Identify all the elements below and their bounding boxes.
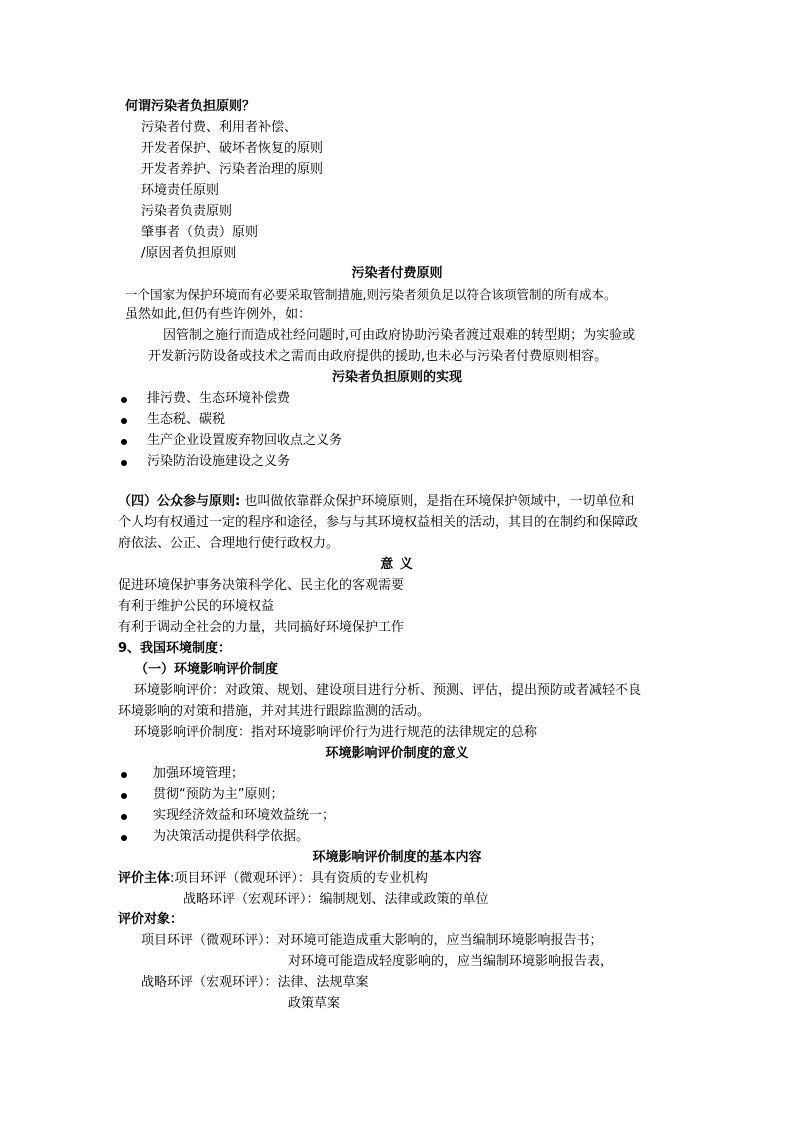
subsection-title: 污染者付费原则	[351, 266, 443, 281]
paragraph-line: 一个国家为保护环境而有必要采取管制措施,则污染者须负足以符合该项管制的所有成本。	[125, 287, 617, 302]
subject-text: :项目环评（微观环评）：具有资质的专业机构	[170, 871, 428, 886]
list-item: 有利于调动全社会的力量，共同搞好环境保护工作	[118, 620, 405, 635]
subsection-heading: （一）环境影响评价制度	[135, 662, 279, 677]
list-item: /原因者负担原则	[141, 246, 237, 261]
paragraph-line: 因管制之施行而造成社经问题时,可由政府协助污染者渡过艰难的转型期；为实验或	[163, 328, 636, 343]
list-item: 污染防治设施建设之义务	[147, 454, 291, 469]
principle-text: 也叫做依靠群众保护环境原则，是指在环境保护领域中，一切单位和	[240, 494, 635, 509]
list-item: 污染者付费、利用者补偿、	[141, 120, 298, 135]
list-item: 生产企业设置废弃物回收点之义务	[147, 433, 343, 448]
list-item: 环境责任原则	[141, 183, 220, 198]
bullet-icon	[121, 814, 127, 820]
paragraph-line: 战略环评（宏观环评）：编制规划、法律或政策的单位	[183, 892, 489, 907]
bullet-icon	[121, 439, 127, 445]
object-label: 评价对象：	[118, 912, 184, 927]
paragraph-line: 政策草案	[288, 996, 341, 1011]
paragraph-line: 府依法、公正、合理地行使行政权力。	[118, 536, 340, 551]
list-item: 开发者养护、污染者治理的原则	[141, 162, 324, 177]
paragraph-line: 战略环评（宏观环评）：法律、法规草案	[141, 975, 369, 990]
list-item: 污染者负责原则	[141, 204, 233, 219]
paragraph-line: 虽然如此,但仍有些许例外，如：	[125, 307, 312, 322]
list-item: 促进环境保护事务决策科学化、民主化的客观需要	[118, 578, 405, 593]
list-item: 加强环境管理；	[153, 766, 245, 781]
paragraph-line	[118, 870, 428, 888]
list-item: 排污费、生态环境补偿费	[147, 391, 291, 406]
subsection-title: 意 义	[380, 557, 414, 572]
bullet-icon	[121, 460, 127, 466]
list-item: 实现经济效益和环境效益统一；	[153, 808, 336, 823]
list-item: 贯彻“预防为主”原则；	[153, 787, 284, 802]
bullet-icon	[121, 772, 127, 778]
paragraph-line: 项目环评（微观环评）：对环境可能造成重大影响的，应当编制环境影响报告书；	[141, 933, 603, 948]
paragraph-line: 开发新污防设备或技术之需而由政府提供的援助,也未必与污染者付费原则相容。	[148, 349, 608, 364]
bullet-icon	[121, 835, 127, 841]
list-item: 肇事者（负责）原则	[141, 225, 259, 240]
subsection-title: 环境影响评价制度的意义	[325, 746, 469, 761]
section-heading: 何谓污染者负担原则？	[125, 99, 256, 114]
bullet-icon	[121, 397, 127, 403]
subsection-title: 环境影响评价制度的基本内容	[312, 850, 482, 865]
bullet-icon	[121, 793, 127, 799]
paragraph-line: 环境影响评价：对政策、规划、建设项目进行分析、预测、评估，提出预防或者减轻不良	[134, 683, 642, 698]
paragraph-line: 环境影响的对策和措施，并对其进行跟踪监测的活动。	[118, 704, 431, 719]
paragraph-line: 个人均有权通过一定的程序和途径，参与与其环境权益相关的活动，其目的在制约和保障政	[118, 515, 639, 530]
paragraph-line: 环境影响评价制度：指对环境影响评价行为进行规范的法律规定的总称	[134, 725, 538, 740]
list-item: 有利于维护公民的环境权益	[118, 599, 275, 614]
paragraph-line	[118, 493, 634, 511]
principle-label: （四）公众参与原则:	[118, 494, 241, 509]
paragraph-line: 对环境可能造成轻度影响的，应当编制环境影响报告表，	[288, 954, 614, 969]
section-heading: 9、我国环境制度：	[118, 641, 232, 656]
list-item: 生态税、碳税	[147, 412, 226, 427]
subject-label: 评价主体	[118, 871, 171, 886]
bullet-icon	[121, 418, 127, 424]
list-item: 为决策活动提供科学依据。	[153, 829, 310, 844]
list-item: 开发者保护、破坏者恢复的原则	[141, 141, 324, 156]
subsection-title: 污染者负担原则的实现	[331, 370, 462, 385]
